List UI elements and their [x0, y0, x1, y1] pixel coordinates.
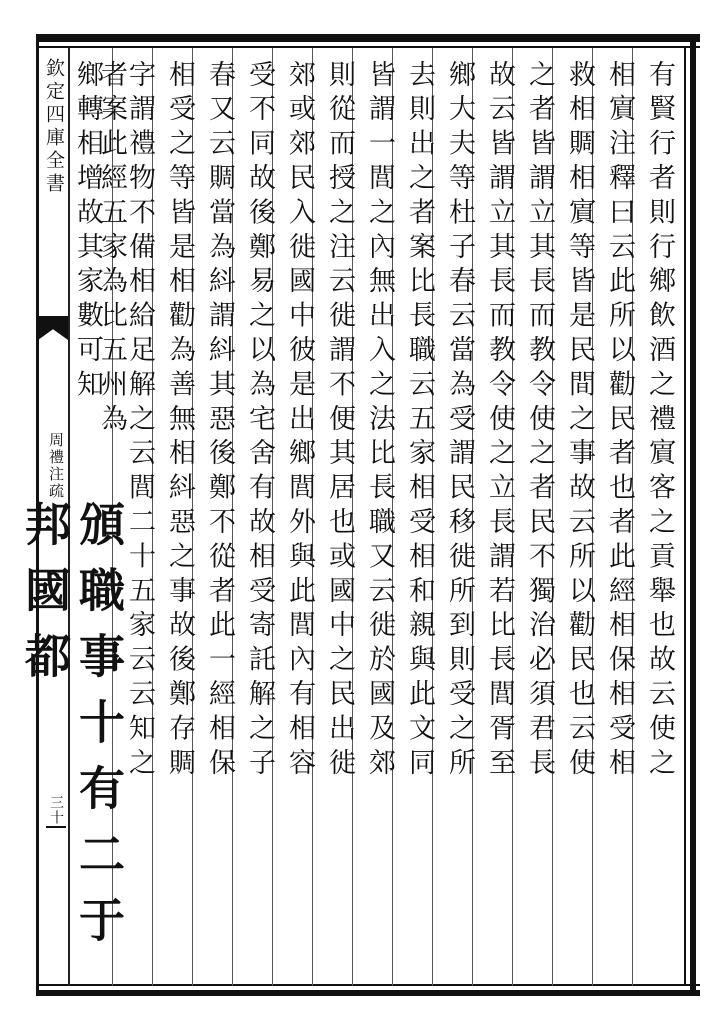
fish-tail-mark: [38, 316, 68, 340]
border-bottom-inner: [36, 984, 700, 986]
text-column: 去則出之者案比長職云五家相受相和親與此文同: [404, 60, 435, 783]
text-column: 相受之等皆是相勸為善無相紏惡之事故後鄭存賙: [164, 60, 195, 783]
text-column: 郊或郊民入徙國中彼是出鄉閭外與此閭內有相容: [284, 60, 315, 783]
page-number: 三十: [48, 795, 64, 825]
classic-text-heading: 頒職事十有二于邦國都: [18, 500, 126, 962]
volume-title-text: 周禮注疏: [47, 432, 65, 500]
text-column: 者案此經五家為比五州為: [96, 60, 127, 439]
text-column: 鄉大夫等杜子春云當為受謂民移徙所到則受之所: [444, 60, 475, 783]
text-column: 春又云賙當為紏謂紏其惡後鄭不從者此一經相保: [204, 60, 235, 783]
border-bottom: [36, 990, 700, 996]
border-right: [690, 34, 696, 996]
text-column: 故云皆謂立其長而教令使之立長謂若比長閭胥至: [484, 60, 515, 783]
border-top-inner: [36, 46, 700, 48]
text-column: 則從而授之注云徙謂不便其居也或國中之民出徙: [324, 60, 355, 783]
page-number-rule: [46, 826, 66, 828]
text-column: 相賔注釋曰云此所以勸民者也者此經相保相受相: [604, 60, 635, 783]
text-column-last: 鄉轉相增故其家數可知: [72, 60, 103, 404]
text-column: 有賢行者則行鄉飲酒之禮賔客之貢舉也故云使之: [644, 60, 675, 783]
book-title: 欽定四庫全書: [43, 58, 65, 196]
border-right-inner: [684, 48, 686, 986]
text-column: 受不同故後鄭易之以為宅舍有故相受寄託解之子: [244, 60, 275, 783]
text-column: 之者皆謂立其長而教令使之者民不獨治必須君長: [524, 60, 555, 783]
volume-title: [41, 432, 67, 500]
text-column: 字謂禮物不備相給足解之云閭二十五家云云知之: [124, 60, 155, 783]
border-top: [36, 34, 700, 42]
text-column: 皆謂一閭之內無出入之法比長職又云徙於國及郊: [364, 60, 395, 783]
text-column: 救相賙相賔等皆是民間之事故云所以勸民也云使: [564, 60, 595, 783]
